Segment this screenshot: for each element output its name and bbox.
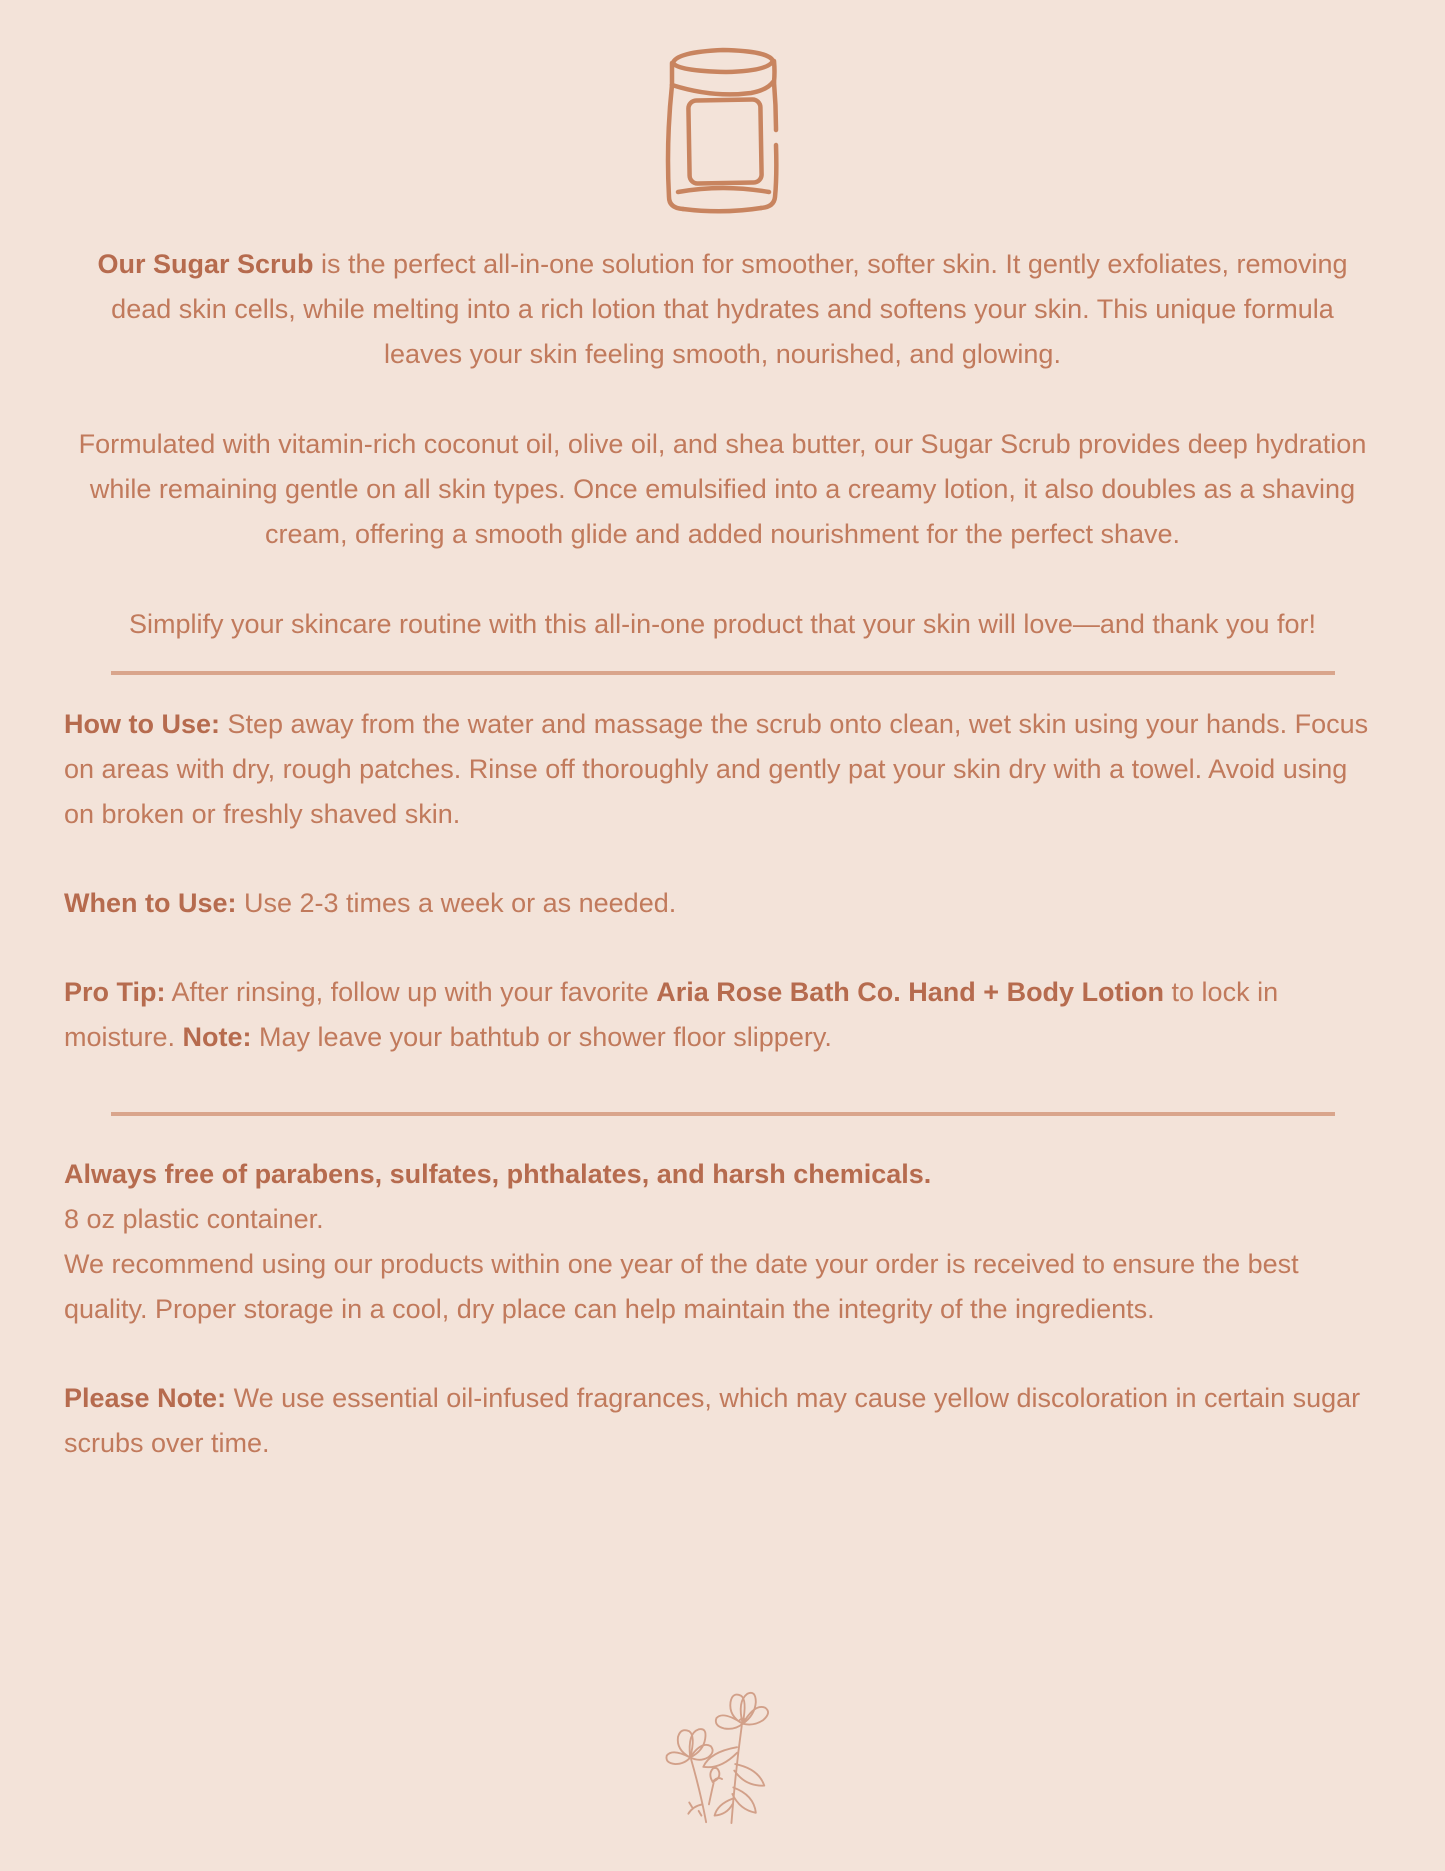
intro-paragraph-3: Simplify your skincare routine with this all-in-one product that your skin will love—and thank you for! [128, 609, 1317, 639]
how-to-use-label: How to Use: [64, 709, 221, 739]
note-label: Note: [182, 1022, 252, 1052]
how-to-use-paragraph [64, 702, 1381, 837]
recommendation-line: We recommend using our products within one year of the date your order is received to ensure the best quality. Proper storage in a cool, dry place can help maintain the integrity of the ingredients. [64, 1249, 1299, 1324]
pro-tip-label: Pro Tip: [64, 977, 166, 1007]
intro-paragraph-1 [78, 242, 1368, 377]
intro-paragraph-2: Formulated with vitamin-rich coconut oil, olive oil, and shea butter, our Sugar Scrub provides deep hydration while remaining gentle on all skin types. Once emulsified into a creamy lotion, it also doubles as a shaving cream, offering a smooth glide and added nourishment for the perfect shave. [78, 429, 1367, 549]
note-text: May leave your bathtub or shower floor slippery. [251, 1022, 832, 1052]
free-of-statement [64, 1152, 1381, 1197]
pro-tip-paragraph [64, 970, 1381, 1060]
section-divider-bottom [111, 1112, 1335, 1116]
pro-tip-text-1: After rinsing, follow up with your favorite [165, 977, 657, 1007]
when-to-use-text: Use 2-3 times a week or as needed. [236, 888, 677, 918]
when-to-use-label: When to Use: [64, 888, 237, 918]
please-note-label: Please Note: [64, 1383, 227, 1413]
container-size-line: 8 oz plastic container. [64, 1204, 324, 1234]
flower-icon [648, 1682, 798, 1846]
flower-icon-svg [648, 1682, 798, 1832]
how-to-use-text: Step away from the water and massage the scrub onto clean, wet skin using your hands. Focus on areas with dry, rough patches. Rinse off thoroughly and gently pat your skin dry with a towel. Avoid using on broken or freshly shaved skin. [64, 709, 1369, 829]
jar-icon [64, 42, 1381, 218]
intro-paragraph-1-text: is the perfect all-in-one solution for smoother, softer skin. It gently exfoliates, removing dead skin cells, while melting into a rich lotion that hydrates and softens your skin. This unique formula leaves your skin feeling smooth, nourished, and glowing. [111, 249, 1348, 369]
jar-icon-svg [648, 42, 798, 214]
when-to-use-paragraph [64, 881, 1381, 926]
brand-product-bold: Aria Rose Bath Co. Hand + Body Lotion [656, 977, 1165, 1007]
free-of-bold: Always free of parabens, sulfates, phthalates, and harsh chemicals. [64, 1159, 932, 1189]
pro-tip-text-2: to lock in moisture. [64, 977, 1279, 1052]
intro-lead-bold: Our Sugar Scrub [97, 249, 314, 279]
please-note-paragraph [64, 1376, 1381, 1466]
section-divider-top [111, 671, 1335, 675]
please-note-text: We use essential oil-infused fragrances, which may cause yellow discoloration in certain sugar scrubs over time. [64, 1383, 1361, 1458]
